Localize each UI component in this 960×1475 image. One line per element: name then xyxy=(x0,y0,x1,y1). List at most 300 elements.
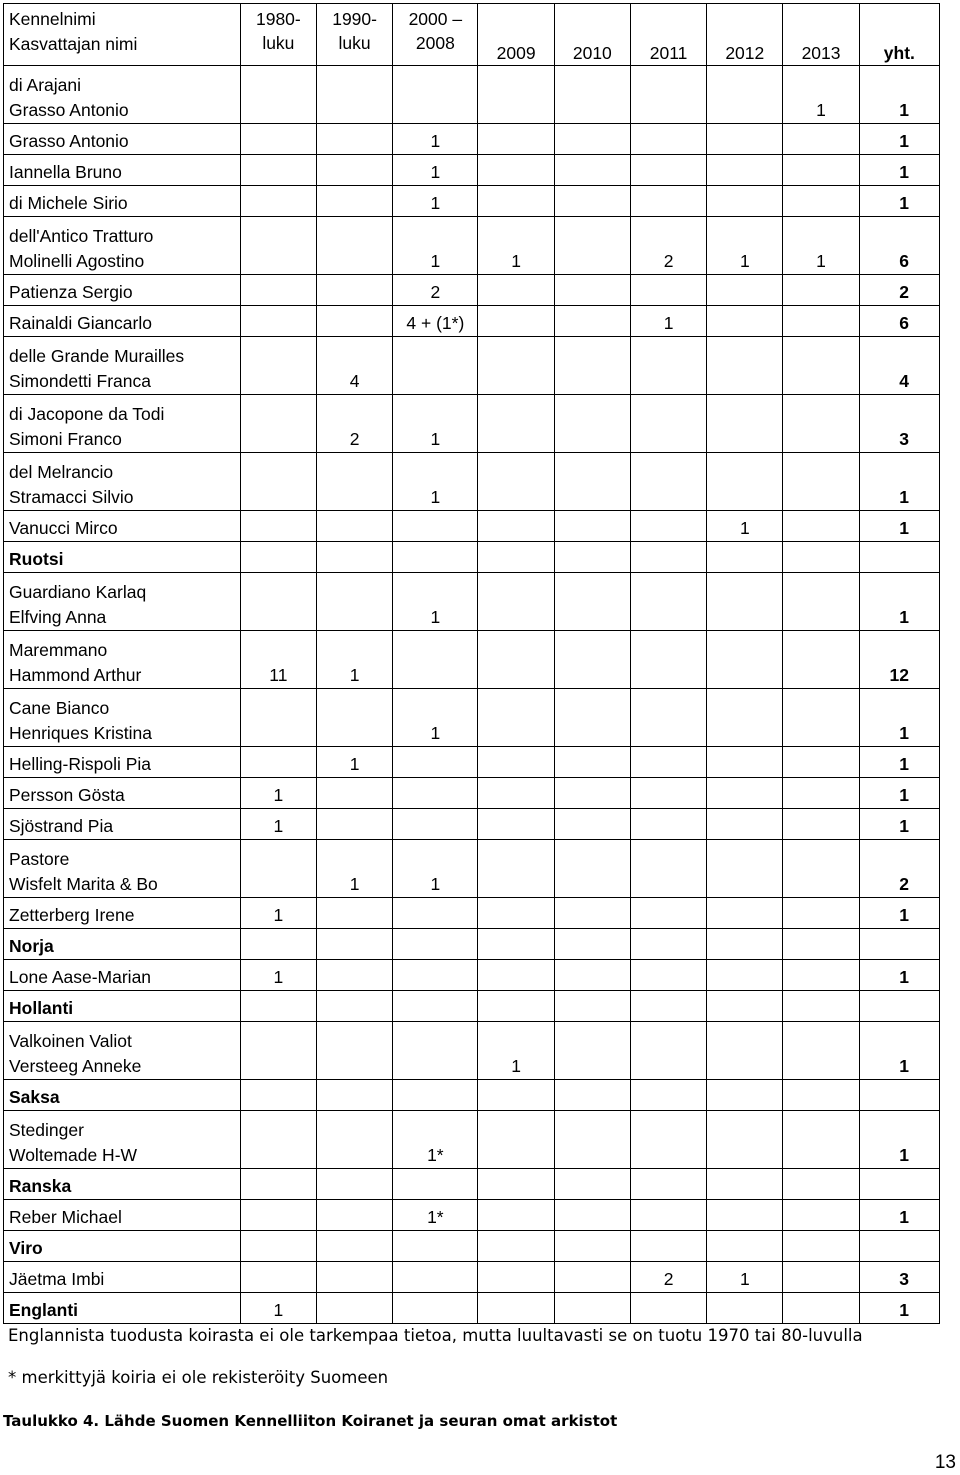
kennel-name: di Jacopone da Todi xyxy=(9,404,165,424)
header-2009: 2009 xyxy=(478,4,554,66)
count-cell-2012 xyxy=(707,747,783,778)
count-cell-2011 xyxy=(630,186,706,217)
count-cell-2009 xyxy=(478,778,554,809)
header-1990: 1990- luku xyxy=(316,4,392,66)
count-cell-1980 xyxy=(240,306,316,337)
count-cell-2009 xyxy=(478,155,554,186)
table-row xyxy=(4,1262,940,1293)
count-cell-2011 xyxy=(630,395,706,453)
empty-cell xyxy=(393,1080,478,1111)
count-cell-2012 xyxy=(707,778,783,809)
count-cell-2000: 1* xyxy=(393,1200,478,1231)
empty-cell xyxy=(240,1231,316,1262)
table-row xyxy=(4,395,940,453)
country-section-label: Englanti xyxy=(9,1300,79,1320)
count-cell-2012: 1 xyxy=(707,1262,783,1293)
kennel-name: Cane Bianco xyxy=(9,698,110,718)
empty-cell xyxy=(783,991,859,1022)
count-cell-2000 xyxy=(393,1262,478,1293)
count-cell-2009 xyxy=(478,631,554,689)
empty-cell xyxy=(240,1169,316,1200)
breeding-table xyxy=(3,3,940,1324)
empty-cell xyxy=(393,1169,478,1200)
table-row xyxy=(4,573,940,631)
count-cell-2010 xyxy=(554,1293,630,1324)
kennel-name: dell'Antico Tratturo xyxy=(9,226,154,246)
count-cell-2010 xyxy=(554,1111,630,1169)
empty-cell xyxy=(859,1169,939,1200)
table-row xyxy=(4,124,940,155)
count-cell-1980 xyxy=(240,511,316,542)
empty-cell xyxy=(478,1231,554,1262)
count-cell-2012 xyxy=(707,186,783,217)
count-cell-2000: 1 xyxy=(393,840,478,898)
count-cell-2009 xyxy=(478,275,554,306)
empty-cell xyxy=(240,1080,316,1111)
name-cell xyxy=(4,1111,241,1169)
table-row xyxy=(4,929,940,960)
count-cell-2010 xyxy=(554,124,630,155)
count-cell-2009 xyxy=(478,960,554,991)
count-cell-2013 xyxy=(783,275,859,306)
table-row xyxy=(4,1111,940,1169)
count-cell-2011 xyxy=(630,1111,706,1169)
empty-cell xyxy=(554,1231,630,1262)
empty-cell xyxy=(393,929,478,960)
name-cell xyxy=(4,155,241,186)
count-cell-2011 xyxy=(630,66,706,124)
count-cell-1980 xyxy=(240,66,316,124)
table-row xyxy=(4,542,940,573)
table-row xyxy=(4,1200,940,1231)
kennel-name: Guardiano Karlaq xyxy=(9,582,147,602)
empty-cell xyxy=(783,1231,859,1262)
count-cell-2009 xyxy=(478,573,554,631)
count-cell-2010 xyxy=(554,1262,630,1293)
count-cell-2010 xyxy=(554,186,630,217)
count-cell-2000 xyxy=(393,898,478,929)
count-cell-2000: 1 xyxy=(393,453,478,511)
table-row xyxy=(4,840,940,898)
count-cell-2011 xyxy=(630,453,706,511)
count-cell-1980 xyxy=(240,155,316,186)
count-cell-2000 xyxy=(393,66,478,124)
count-cell-1990 xyxy=(316,809,392,840)
header-2013: 2013 xyxy=(783,4,859,66)
total-cell: 3 xyxy=(859,395,939,453)
breeder-name: Elfving Anna xyxy=(9,607,107,627)
count-cell-2011 xyxy=(630,1200,706,1231)
count-cell-2009 xyxy=(478,186,554,217)
total-cell: 1 xyxy=(859,511,939,542)
count-cell-2012 xyxy=(707,1111,783,1169)
count-cell-1990 xyxy=(316,1293,392,1324)
count-cell-1980 xyxy=(240,1111,316,1169)
count-cell-2000 xyxy=(393,337,478,395)
table-row xyxy=(4,275,940,306)
breeder-name: Rainaldi Giancarlo xyxy=(9,313,152,333)
count-cell-1990 xyxy=(316,306,392,337)
table-row xyxy=(4,898,940,929)
header-total: yht. xyxy=(859,4,939,66)
count-cell-2013 xyxy=(783,960,859,991)
count-cell-2009 xyxy=(478,337,554,395)
count-cell-2013: 1 xyxy=(783,66,859,124)
kennel-name: del Melrancio xyxy=(9,462,114,482)
empty-cell xyxy=(316,1231,392,1262)
breeder-name: Henriques Kristina xyxy=(9,723,152,743)
empty-cell xyxy=(393,542,478,573)
count-cell-1990 xyxy=(316,275,392,306)
table-row xyxy=(4,631,940,689)
count-cell-1990 xyxy=(316,1200,392,1231)
count-cell-2011 xyxy=(630,155,706,186)
count-cell-2011 xyxy=(630,809,706,840)
kennel-name: Pastore xyxy=(9,849,70,869)
empty-cell xyxy=(554,1080,630,1111)
breeder-name: Persson Gösta xyxy=(9,785,125,805)
count-cell-2009 xyxy=(478,1293,554,1324)
empty-cell xyxy=(707,1080,783,1111)
total-cell: 1 xyxy=(859,689,939,747)
empty-cell xyxy=(478,542,554,573)
count-cell-1990: 4 xyxy=(316,337,392,395)
count-cell-2012: 1 xyxy=(707,217,783,275)
total-cell: 1 xyxy=(859,778,939,809)
header-2012: 2012 xyxy=(707,4,783,66)
count-cell-2011 xyxy=(630,511,706,542)
empty-cell xyxy=(240,991,316,1022)
total-cell: 4 xyxy=(859,337,939,395)
name-cell xyxy=(4,1293,241,1324)
count-cell-2012 xyxy=(707,453,783,511)
table-row xyxy=(4,1293,940,1324)
count-cell-2011 xyxy=(630,1022,706,1080)
count-cell-2010 xyxy=(554,337,630,395)
empty-cell xyxy=(707,542,783,573)
count-cell-1990 xyxy=(316,960,392,991)
count-cell-1980 xyxy=(240,573,316,631)
count-cell-1990 xyxy=(316,573,392,631)
name-cell xyxy=(4,809,241,840)
count-cell-2010 xyxy=(554,689,630,747)
count-cell-2013 xyxy=(783,840,859,898)
empty-cell xyxy=(630,1231,706,1262)
count-cell-2011: 1 xyxy=(630,306,706,337)
breeder-name: Grasso Antonio xyxy=(9,131,129,151)
count-cell-1990 xyxy=(316,1111,392,1169)
count-cell-2009 xyxy=(478,689,554,747)
total-cell: 1 xyxy=(859,124,939,155)
count-cell-1990 xyxy=(316,186,392,217)
count-cell-2010 xyxy=(554,840,630,898)
count-cell-2000: 2 xyxy=(393,275,478,306)
empty-cell xyxy=(478,929,554,960)
count-cell-2013 xyxy=(783,747,859,778)
header-1980: 1980- luku xyxy=(240,4,316,66)
empty-cell xyxy=(240,542,316,573)
name-cell xyxy=(4,337,241,395)
header-2010: 2010 xyxy=(554,4,630,66)
count-cell-2011 xyxy=(630,631,706,689)
count-cell-2009 xyxy=(478,395,554,453)
breeder-name: di Michele Sirio xyxy=(9,193,128,213)
count-cell-1980 xyxy=(240,1022,316,1080)
count-cell-2009 xyxy=(478,898,554,929)
table-row xyxy=(4,778,940,809)
table-row xyxy=(4,186,940,217)
total-cell: 12 xyxy=(859,631,939,689)
name-cell xyxy=(4,186,241,217)
kennel-name: di Arajani xyxy=(9,75,81,95)
empty-cell xyxy=(554,991,630,1022)
total-cell: 1 xyxy=(859,155,939,186)
count-cell-2013 xyxy=(783,689,859,747)
count-cell-2009 xyxy=(478,809,554,840)
empty-cell xyxy=(783,542,859,573)
country-section-label: Viro xyxy=(4,1231,241,1262)
header-name-cell xyxy=(4,4,241,66)
count-cell-2013 xyxy=(783,631,859,689)
count-cell-2013 xyxy=(783,395,859,453)
count-cell-2009 xyxy=(478,1200,554,1231)
count-cell-1980: 11 xyxy=(240,631,316,689)
empty-cell xyxy=(478,1169,554,1200)
breeder-name: Woltemade H-W xyxy=(9,1145,138,1165)
empty-cell xyxy=(240,929,316,960)
count-cell-2010 xyxy=(554,155,630,186)
count-cell-2010 xyxy=(554,778,630,809)
name-cell xyxy=(4,689,241,747)
name-cell xyxy=(4,573,241,631)
count-cell-2011 xyxy=(630,747,706,778)
count-cell-2010 xyxy=(554,453,630,511)
count-cell-1980: 1 xyxy=(240,1293,316,1324)
count-cell-2013 xyxy=(783,186,859,217)
count-cell-1980 xyxy=(240,275,316,306)
count-cell-2009: 1 xyxy=(478,1022,554,1080)
empty-cell xyxy=(316,1169,392,1200)
empty-cell xyxy=(859,1080,939,1111)
header-2011: 2011 xyxy=(630,4,706,66)
count-cell-2000 xyxy=(393,809,478,840)
count-cell-1990 xyxy=(316,1262,392,1293)
count-cell-2012 xyxy=(707,631,783,689)
count-cell-2000: 1* xyxy=(393,1111,478,1169)
count-cell-2012 xyxy=(707,275,783,306)
count-cell-2013 xyxy=(783,778,859,809)
total-cell: 1 xyxy=(859,898,939,929)
empty-cell xyxy=(554,1169,630,1200)
breeder-name: Iannella Bruno xyxy=(9,162,122,182)
breeder-name: Sjöstrand Pia xyxy=(9,816,114,836)
count-cell-2010 xyxy=(554,395,630,453)
count-cell-1990 xyxy=(316,66,392,124)
table-row xyxy=(4,306,940,337)
table-row xyxy=(4,155,940,186)
total-cell: 1 xyxy=(859,453,939,511)
count-cell-2009 xyxy=(478,1111,554,1169)
kennel-name: Valkoinen Valiot xyxy=(9,1031,132,1051)
count-cell-2013 xyxy=(783,898,859,929)
count-cell-2000 xyxy=(393,631,478,689)
breeder-name: Wisfelt Marita & Bo xyxy=(9,874,158,894)
count-cell-2013 xyxy=(783,1022,859,1080)
count-cell-2013 xyxy=(783,1200,859,1231)
total-cell: 1 xyxy=(859,809,939,840)
total-cell: 1 xyxy=(859,1022,939,1080)
name-cell xyxy=(4,778,241,809)
count-cell-1980: 1 xyxy=(240,960,316,991)
count-cell-2011 xyxy=(630,337,706,395)
kennel-name: delle Grande Murailles xyxy=(9,346,185,366)
breeder-name: Helling-Rispoli Pia xyxy=(9,754,151,774)
count-cell-1980 xyxy=(240,395,316,453)
table-row xyxy=(4,960,940,991)
empty-cell xyxy=(783,1080,859,1111)
count-cell-2011 xyxy=(630,124,706,155)
count-cell-2000 xyxy=(393,1293,478,1324)
breeder-name: Reber Michael xyxy=(9,1207,122,1227)
empty-cell xyxy=(478,1080,554,1111)
count-cell-2000: 1 xyxy=(393,573,478,631)
count-cell-2013 xyxy=(783,124,859,155)
empty-cell xyxy=(630,991,706,1022)
table-row xyxy=(4,747,940,778)
count-cell-1990 xyxy=(316,217,392,275)
count-cell-2011 xyxy=(630,689,706,747)
header-2000: 2000 – 2008 xyxy=(393,4,478,66)
count-cell-2009 xyxy=(478,840,554,898)
breeder-name: Stramacci Silvio xyxy=(9,487,134,507)
table-row xyxy=(4,1022,940,1080)
count-cell-2011: 2 xyxy=(630,1262,706,1293)
count-cell-2013 xyxy=(783,1262,859,1293)
count-cell-2010 xyxy=(554,747,630,778)
count-cell-2011 xyxy=(630,898,706,929)
country-section-label: Hollanti xyxy=(4,991,241,1022)
table-row xyxy=(4,991,940,1022)
count-cell-2012 xyxy=(707,1200,783,1231)
country-section-label: Norja xyxy=(4,929,241,960)
count-cell-2012 xyxy=(707,337,783,395)
table-row xyxy=(4,1231,940,1262)
country-section-label: Ruotsi xyxy=(4,542,241,573)
total-cell: 2 xyxy=(859,275,939,306)
count-cell-2000: 1 xyxy=(393,186,478,217)
count-cell-2012 xyxy=(707,306,783,337)
empty-cell xyxy=(393,1231,478,1262)
count-cell-1980 xyxy=(240,689,316,747)
empty-cell xyxy=(707,1169,783,1200)
count-cell-2013 xyxy=(783,1111,859,1169)
count-cell-1980 xyxy=(240,840,316,898)
breeder-name: Molinelli Agostino xyxy=(9,251,145,271)
count-cell-1990 xyxy=(316,124,392,155)
table-row xyxy=(4,1169,940,1200)
country-section-label: Ranska xyxy=(4,1169,241,1200)
total-cell: 1 xyxy=(859,573,939,631)
name-cell xyxy=(4,395,241,453)
empty-cell xyxy=(783,1169,859,1200)
footnote-england: Englannista tuodusta koirasta ei ole tarkempaa tietoa, mutta luultavasti se on tuotu 1970 tai 80-luvulla xyxy=(8,1326,863,1345)
name-cell xyxy=(4,275,241,306)
breeder-name: Hammond Arthur xyxy=(9,665,142,685)
breeder-name: Jäetma Imbi xyxy=(9,1269,105,1289)
header-breeder-label: Kasvattajan nimi xyxy=(9,34,138,54)
count-cell-2012 xyxy=(707,1022,783,1080)
count-cell-1980 xyxy=(240,337,316,395)
table-row xyxy=(4,337,940,395)
breeder-name: Versteeg Anneke xyxy=(9,1056,142,1076)
breeder-name: Vanucci Mirco xyxy=(9,518,118,538)
footnote-asterisk: * merkittyjä koiria ei ole rekisteröity Suomeen xyxy=(8,1368,389,1387)
count-cell-2000: 1 xyxy=(393,124,478,155)
page-number: 13 xyxy=(934,1452,956,1473)
empty-cell xyxy=(859,542,939,573)
count-cell-2011 xyxy=(630,275,706,306)
count-cell-2010 xyxy=(554,306,630,337)
empty-cell xyxy=(554,929,630,960)
count-cell-2000: 1 xyxy=(393,155,478,186)
count-cell-2013 xyxy=(783,809,859,840)
count-cell-2000 xyxy=(393,960,478,991)
name-cell xyxy=(4,124,241,155)
count-cell-1990: 1 xyxy=(316,747,392,778)
name-cell xyxy=(4,1022,241,1080)
count-cell-2013 xyxy=(783,511,859,542)
count-cell-1990 xyxy=(316,1022,392,1080)
count-cell-2012 xyxy=(707,809,783,840)
breeding-table-container xyxy=(3,3,940,1324)
count-cell-1980 xyxy=(240,747,316,778)
total-cell: 1 xyxy=(859,1200,939,1231)
breeder-name: Zetterberg Irene xyxy=(9,905,135,925)
count-cell-2012 xyxy=(707,395,783,453)
count-cell-2010 xyxy=(554,898,630,929)
empty-cell xyxy=(554,542,630,573)
count-cell-2000: 1 xyxy=(393,689,478,747)
count-cell-1990: 1 xyxy=(316,840,392,898)
breeder-name: Grasso Antonio xyxy=(9,100,129,120)
count-cell-2013 xyxy=(783,155,859,186)
name-cell xyxy=(4,840,241,898)
count-cell-2011 xyxy=(630,573,706,631)
name-cell xyxy=(4,1262,241,1293)
empty-cell xyxy=(630,1080,706,1111)
table-caption: Taulukko 4. Lähde Suomen Kennelliiton Koiranet ja seuran omat arkistot xyxy=(3,1412,618,1430)
count-cell-2009 xyxy=(478,511,554,542)
breeder-name: Patienza Sergio xyxy=(9,282,133,302)
table-row xyxy=(4,1080,940,1111)
count-cell-2011: 2 xyxy=(630,217,706,275)
total-cell: 6 xyxy=(859,217,939,275)
count-cell-2000 xyxy=(393,778,478,809)
count-cell-1980: 1 xyxy=(240,898,316,929)
total-cell: 1 xyxy=(859,1293,939,1324)
total-cell: 1 xyxy=(859,747,939,778)
count-cell-2012: 1 xyxy=(707,511,783,542)
empty-cell xyxy=(707,929,783,960)
count-cell-2000 xyxy=(393,1022,478,1080)
empty-cell xyxy=(393,991,478,1022)
count-cell-2009 xyxy=(478,306,554,337)
name-cell xyxy=(4,453,241,511)
count-cell-2000 xyxy=(393,747,478,778)
empty-cell xyxy=(316,1080,392,1111)
count-cell-1980 xyxy=(240,124,316,155)
country-section-label: Saksa xyxy=(4,1080,241,1111)
